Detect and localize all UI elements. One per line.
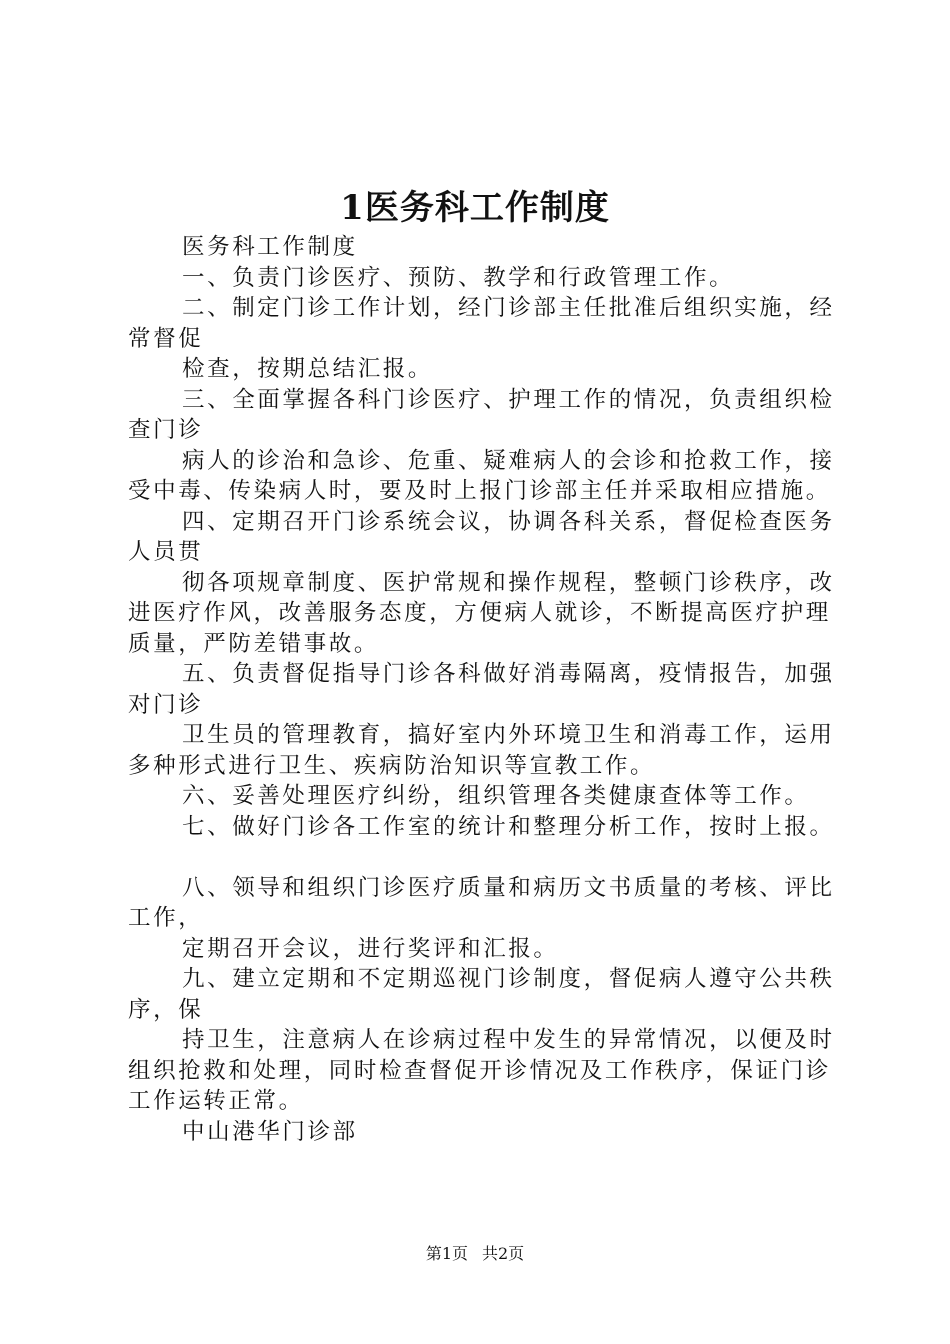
paragraph-item-3-cont: 病人的诊治和急诊、危重、疑难病人的会诊和抢救工作，接受中毒、传染病人时，要及时上报门诊部主任并采取相应措施。 — [128, 447, 835, 504]
page-footer — [0, 1242, 950, 1266]
paragraph-item-9: 九、建立定期和不定期巡视门诊制度，督促病人遵守公共秩序，保 — [128, 966, 835, 1023]
paragraph-item-4: 四、定期召开门诊系统会议，协调各科关系，督促检查医务人员贯 — [128, 508, 835, 565]
paragraph-item-2-cont: 检查，按期总结汇报。 — [182, 356, 434, 382]
document-body — [128, 232, 838, 1147]
blank-line — [128, 842, 838, 873]
paragraph-item-6: 六、妥善处理医疗纠纷，组织管理各类健康查体等工作。 — [182, 783, 810, 809]
page-total: 共2页 — [482, 1244, 525, 1263]
paragraph-item-5-cont: 卫生员的管理教育，搞好室内外环境卫生和消毒工作，运用多种形式进行卫生、疾病防治知识等宣教工作。 — [128, 722, 835, 779]
document-title: 1医务科工作制度 — [340, 188, 610, 228]
paragraph-item-8: 八、领导和组织门诊医疗质量和病历文书质量的考核、评比工作， — [128, 874, 835, 931]
paragraph-heading: 医务科工作制度 — [182, 234, 358, 260]
page-number: 第1页 — [425, 1244, 468, 1263]
paragraph-item-9-cont: 持卫生，注意病人在诊病过程中发生的异常情况，以便及时组织抢救和处理，同时检查督促开诊情况及工作秩序，保证门诊工作运转正常。 — [128, 1027, 835, 1114]
signature-clinic-name: 中山港华门诊部 — [182, 1118, 358, 1145]
paragraph-item-4-cont: 彻各项规章制度、医护常规和操作规程，整顿门诊秩序，改进医疗作风，改善服务态度，方便病人就诊，不断提高医疗护理质量，严防差错事故。 — [128, 569, 835, 657]
paragraph-item-7: 七、做好门诊各工作室的统计和整理分析工作，按时上报。 — [182, 813, 835, 840]
paragraph-item-3: 三、全面掌握各科门诊医疗、护理工作的情况，负责组织检查门诊 — [128, 386, 835, 443]
paragraph-item-1: 一、负责门诊医疗、预防、教学和行政管理工作。 — [182, 264, 735, 291]
paragraph-item-8-cont: 定期召开会议，进行奖评和汇报。 — [182, 935, 559, 962]
paragraph-item-5: 五、负责督促指导门诊各科做好消毒隔离，疫情报告，加强对门诊 — [128, 661, 835, 718]
paragraph-item-2: 二、制定门诊工作计划，经门诊部主任批准后组织实施，经常督促 — [128, 295, 835, 352]
